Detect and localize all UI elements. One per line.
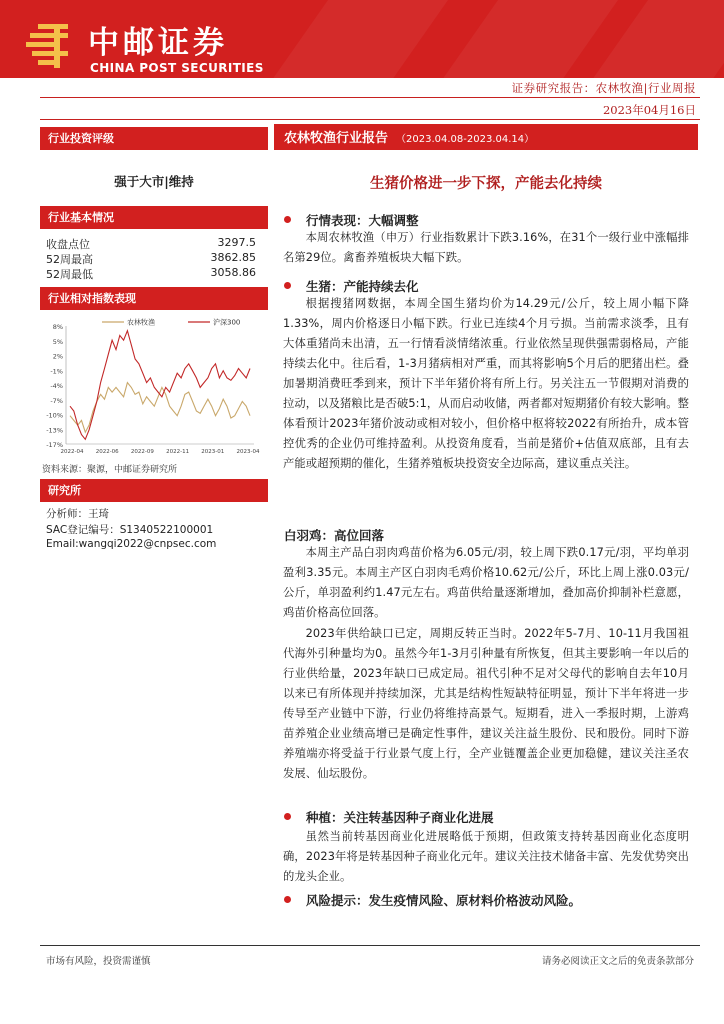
section-heading-text: 行情表现：大幅调整 xyxy=(306,213,419,228)
x-tick-label: 2023-04 xyxy=(236,449,260,455)
y-tick-label: -17% xyxy=(46,441,63,449)
y-tick-label: 5% xyxy=(52,337,63,346)
bullet-icon xyxy=(284,813,291,820)
y-tick-label: -1% xyxy=(50,367,63,376)
section-heading xyxy=(284,277,419,295)
basic-info-row xyxy=(46,236,256,251)
section-heading xyxy=(284,526,384,544)
section-heading-text: 风险提示：发生疫情风险、原材料价格波动风险。 xyxy=(306,893,582,908)
basic-info-row xyxy=(46,266,256,281)
footer-risk-note: 市场有风险，投资需谨慎 xyxy=(46,956,151,967)
footer-divider xyxy=(40,945,700,946)
basic-info-row xyxy=(46,251,256,266)
x-tick-label: 2022-11 xyxy=(166,449,190,455)
analyst-email[interactable]: Email:wangqi2022@cnpsec.com xyxy=(46,538,217,550)
paragraph: 2023年供给缺口已定，周期反转正当时。2022年5-7月、10-11月我国祖代海外引种量均为0。虽然今年1-3月引种量有所恢复，但其主要影响一年以后的行业供给量，2023年缺口已成定局。祖代引种不足对父母代的影响自去年10月以来已有所体现并持续加深，尤其是结构性短缺特征明显，预计下半年将进一步传导至产业链中下游，行业仍将维持高景气。短期看，进入一季报时期，上游鸡苗养殖企业业绩高增已是确定性事件，建议关注益生股份、民和股份。同时下游养殖端亦将受益于行业景气度上行，全产业链覆盖企业更加稳健，建议关注圣农发展、仙坛股份。 xyxy=(283,627,689,780)
x-tick-label: 2023-01 xyxy=(201,449,225,455)
x-tick-label: 2022-06 xyxy=(95,449,119,455)
relative-index-section-title: 行业相对指数表现 xyxy=(40,287,268,310)
paragraph: 本周主产品白羽肉鸡苗价格为6.05元/羽，较上周下跌0.17元/羽，平均单羽盈利3.35元。本周主产区白羽肉毛鸡价格10.62元/公斤，环比上周上涨0.03元/公斤，单羽盈利约1.47元左右。鸡苗供给量逐渐增加，叠加高价抑制补栏意愿，鸡苗价格高位回落。 xyxy=(283,546,689,619)
section-heading xyxy=(284,808,494,826)
paragraph: 虽然当前转基因商业化进展略低于预期，但政策支持转基因商业化态度明确，2023年将是转基因种子商业化元年。建议关注技术储备丰富、先发优势突出的龙头企业。 xyxy=(283,830,689,883)
bullet-icon xyxy=(284,896,291,903)
x-tick-label: 2022-04 xyxy=(60,449,84,455)
rating-section-title: 行业投资评级 xyxy=(40,127,268,150)
company-name-cn: 中邮证券 xyxy=(88,25,228,61)
y-tick-label: -4% xyxy=(50,382,63,390)
research-section-title: 研究所 xyxy=(40,479,268,502)
report-date: 2023年04月16日 xyxy=(602,103,696,117)
bullet-icon xyxy=(284,282,291,289)
analyst-name: 分析师：王琦 xyxy=(46,508,109,520)
section-heading-text: 白羽鸡：高位回落 xyxy=(284,528,385,543)
y-tick-label: -13% xyxy=(46,426,63,435)
x-tick-label: 2022-09 xyxy=(130,449,154,455)
report-headline: 生猪价格进一步下探，产能去化持续 xyxy=(370,175,602,192)
y-tick-label: 2% xyxy=(52,352,63,361)
legend-label: 沪深300 xyxy=(213,318,241,327)
report-date-range: （2023.04.08-2023.04.14） xyxy=(396,134,535,145)
divider xyxy=(40,97,700,98)
basic-info-label: 收盘点位 xyxy=(46,238,90,251)
relative-index-chart xyxy=(40,314,268,458)
china-post-logo-icon xyxy=(24,22,76,70)
basic-info-value: 3058.86 xyxy=(210,266,256,279)
section-heading xyxy=(284,891,581,909)
series-line-1 xyxy=(70,331,250,440)
company-name-en: CHINA POST SECURITIES xyxy=(90,61,264,75)
bullet-icon xyxy=(284,216,291,223)
basic-info-value: 3297.5 xyxy=(217,236,256,249)
analyst-sac-number: SAC登记编号：S1340522100001 xyxy=(46,524,214,536)
section-heading-text: 生猪：产能持续去化 xyxy=(306,279,419,294)
basic-info-label: 52周最高 xyxy=(46,253,93,266)
section-heading-text: 种植：关注转基因种子商业化进展 xyxy=(306,810,494,825)
paragraph: 根据搜猪网数据，本周全国生猪均价为14.29元/公斤，较上周小幅下降1.33%，周内价格逐日小幅下跌。行业已连续4个月亏损。当前需求淡季，且有大体重猪尚未出清，五一行情看淡情绪浓重。行业依然呈现供强需弱格局，产能持续去化中。往后看，1-3月猪病相对严重，而其将影响5个月后的肥猪出栏。叠加暑期消费旺季到来，预计下半年猪价将有所上行。另关注五一节假期对消费的拉动，以及猪粮比是否破5:1，从而启动收储，两者都对短期猪价有较大影响。整体看预计2023年猪价波动或相对较小，但价格中枢将较2022有所抬升，成本管控优秀的企业仍可维持盈利。从投资角度看，当前是猪价+估值双底部，且有去产能或超预期的催化，生猪养殖板块投资安全边际高，建议重点关注。 xyxy=(283,297,689,470)
breadcrumb: 证券研究报告：农林牧渔|行业周报 xyxy=(511,81,696,95)
chart-source: 资料来源：聚源，中邮证券研究所 xyxy=(42,465,178,475)
basic-info-section-title: 行业基本情况 xyxy=(40,206,268,229)
basic-info-value: 3862.85 xyxy=(210,251,256,264)
industry-rating: 强于大市|维持 xyxy=(114,174,194,189)
legend-label: 农林牧渔 xyxy=(127,318,155,327)
paragraph: 本周农林牧渔（申万）行业指数累计下跌3.16%，在31个一级行业中涨幅排名第29位。禽畜养殖板块大幅下跌。 xyxy=(283,231,689,264)
y-tick-label: 8% xyxy=(52,323,63,331)
divider xyxy=(40,119,700,120)
series-line-0 xyxy=(70,383,250,433)
basic-info-label: 52周最低 xyxy=(46,268,93,281)
header-band xyxy=(0,0,724,78)
footer-disclaimer-note: 请务必阅读正文之后的免责条款部分 xyxy=(541,956,694,967)
y-tick-label: -7% xyxy=(50,396,63,405)
report-title-bar xyxy=(274,124,698,150)
section-heading xyxy=(284,211,419,229)
report-title: 农林牧渔行业报告 xyxy=(284,131,389,146)
y-tick-label: -10% xyxy=(46,411,63,420)
relative-index-chart-svg xyxy=(40,314,268,458)
